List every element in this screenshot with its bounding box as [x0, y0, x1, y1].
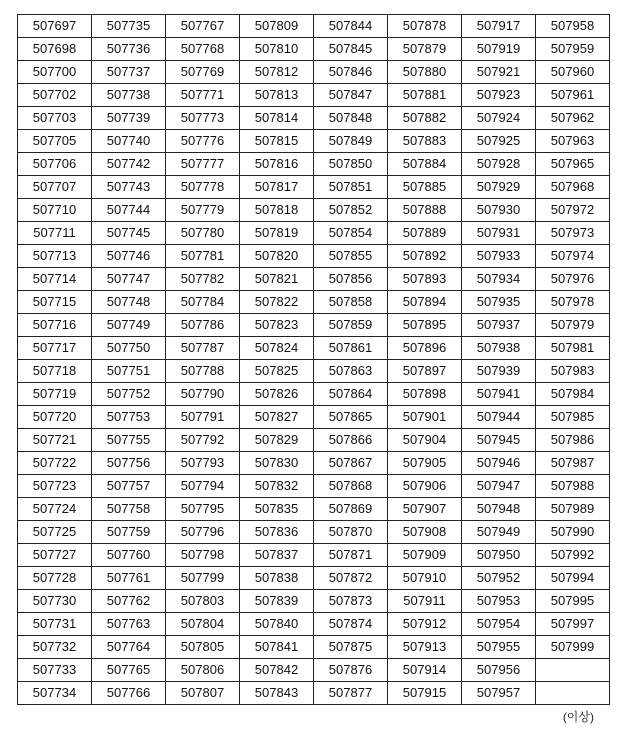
table-row	[18, 153, 610, 176]
table-cell: 507839	[240, 590, 314, 613]
table-cell: 507935	[462, 291, 536, 314]
table-cell: 507955	[462, 636, 536, 659]
table-cell: 507934	[462, 268, 536, 291]
table-cell: 507937	[462, 314, 536, 337]
table-cell: 507826	[240, 383, 314, 406]
table-row	[18, 613, 610, 636]
table-cell: 507842	[240, 659, 314, 682]
table-cell: 507867	[314, 452, 388, 475]
table-cell: 507716	[18, 314, 92, 337]
table-cell: 507807	[166, 682, 240, 705]
table-cell: 507989	[536, 498, 610, 521]
table-cell: 507965	[536, 153, 610, 176]
table-cell: 507914	[388, 659, 462, 682]
table-cell: 507803	[166, 590, 240, 613]
table-cell: 507905	[388, 452, 462, 475]
table-cell: 507915	[388, 682, 462, 705]
table-cell: 507730	[18, 590, 92, 613]
table-cell: 507814	[240, 107, 314, 130]
table-cell: 507847	[314, 84, 388, 107]
table-cell: 507976	[536, 268, 610, 291]
table-cell: 507715	[18, 291, 92, 314]
table-row	[18, 682, 610, 705]
table-row	[18, 199, 610, 222]
table-cell: 507737	[92, 61, 166, 84]
table-cell: 507698	[18, 38, 92, 61]
table-row	[18, 291, 610, 314]
table-cell: 507974	[536, 245, 610, 268]
table-cell: 507723	[18, 475, 92, 498]
table-cell: 507882	[388, 107, 462, 130]
table-cell: 507872	[314, 567, 388, 590]
table-cell: 507871	[314, 544, 388, 567]
table-cell: 507884	[388, 153, 462, 176]
table-cell: 507762	[92, 590, 166, 613]
table-cell: 507885	[388, 176, 462, 199]
table-cell: 507703	[18, 107, 92, 130]
table-cell: 507865	[314, 406, 388, 429]
table-row	[18, 636, 610, 659]
table-cell: 507840	[240, 613, 314, 636]
table-cell: 507791	[166, 406, 240, 429]
table-cell: 507923	[462, 84, 536, 107]
table-cell: 507792	[166, 429, 240, 452]
table-cell: 507739	[92, 107, 166, 130]
table-cell: 507778	[166, 176, 240, 199]
table-cell: 507825	[240, 360, 314, 383]
table-cell: 507809	[240, 15, 314, 38]
table-cell: 507764	[92, 636, 166, 659]
table-cell: 507707	[18, 176, 92, 199]
table-cell: 507731	[18, 613, 92, 636]
table-cell: 507824	[240, 337, 314, 360]
table-cell: 507999	[536, 636, 610, 659]
table-cell: 507758	[92, 498, 166, 521]
table-cell: 507901	[388, 406, 462, 429]
table-row	[18, 15, 610, 38]
table-cell: 507760	[92, 544, 166, 567]
table-cell: 507909	[388, 544, 462, 567]
table-cell: 507827	[240, 406, 314, 429]
table-cell: 507959	[536, 38, 610, 61]
table-cell: 507796	[166, 521, 240, 544]
table-cell: 507929	[462, 176, 536, 199]
table-cell: 507794	[166, 475, 240, 498]
table-cell: 507759	[92, 521, 166, 544]
table-cell: 507988	[536, 475, 610, 498]
table-cell: 507795	[166, 498, 240, 521]
table-cell: 507930	[462, 199, 536, 222]
table-cell: 507921	[462, 61, 536, 84]
table-cell: 507752	[92, 383, 166, 406]
table-cell: 507910	[388, 567, 462, 590]
table-row	[18, 61, 610, 84]
table-cell	[536, 659, 610, 682]
table-row	[18, 107, 610, 130]
table-cell: 507740	[92, 130, 166, 153]
table-cell: 507702	[18, 84, 92, 107]
table-cell: 507705	[18, 130, 92, 153]
table-cell: 507748	[92, 291, 166, 314]
table-cell: 507881	[388, 84, 462, 107]
table-cell: 507835	[240, 498, 314, 521]
table-row	[18, 245, 610, 268]
table-cell: 507745	[92, 222, 166, 245]
table-cell: 507849	[314, 130, 388, 153]
table-cell: 507804	[166, 613, 240, 636]
table-cell: 507845	[314, 38, 388, 61]
table-cell: 507952	[462, 567, 536, 590]
table-cell: 507948	[462, 498, 536, 521]
table-cell: 507830	[240, 452, 314, 475]
table-cell: 507727	[18, 544, 92, 567]
table-cell: 507850	[314, 153, 388, 176]
table-row	[18, 498, 610, 521]
table-cell: 507837	[240, 544, 314, 567]
table-cell: 507919	[462, 38, 536, 61]
table-cell: 507883	[388, 130, 462, 153]
table-cell: 507893	[388, 268, 462, 291]
table-cell: 507722	[18, 452, 92, 475]
table-cell: 507990	[536, 521, 610, 544]
table-cell: 507869	[314, 498, 388, 521]
table-cell: 507978	[536, 291, 610, 314]
table-row	[18, 38, 610, 61]
table-cell: 507742	[92, 153, 166, 176]
table-cell: 507733	[18, 659, 92, 682]
table-cell: 507700	[18, 61, 92, 84]
table-cell: 507738	[92, 84, 166, 107]
table-cell: 507817	[240, 176, 314, 199]
table-row	[18, 429, 610, 452]
table-cell: 507744	[92, 199, 166, 222]
table-cell: 507763	[92, 613, 166, 636]
table-cell: 507761	[92, 567, 166, 590]
table-cell: 507928	[462, 153, 536, 176]
table-cell: 507710	[18, 199, 92, 222]
end-note: (이상)	[562, 710, 594, 724]
table-cell: 507908	[388, 521, 462, 544]
table-cell: 507858	[314, 291, 388, 314]
table-row	[18, 337, 610, 360]
table-cell: 507863	[314, 360, 388, 383]
table-cell: 507829	[240, 429, 314, 452]
table-cell: 507946	[462, 452, 536, 475]
table-cell: 507958	[536, 15, 610, 38]
table-cell: 507992	[536, 544, 610, 567]
table-cell: 507931	[462, 222, 536, 245]
table-cell: 507854	[314, 222, 388, 245]
table-cell: 507844	[314, 15, 388, 38]
table-row	[18, 176, 610, 199]
table-cell: 507876	[314, 659, 388, 682]
table-cell: 507787	[166, 337, 240, 360]
table-cell: 507985	[536, 406, 610, 429]
table-cell: 507815	[240, 130, 314, 153]
table-cell: 507995	[536, 590, 610, 613]
table-cell: 507947	[462, 475, 536, 498]
table-cell: 507818	[240, 199, 314, 222]
table-cell: 507956	[462, 659, 536, 682]
table-cell: 507861	[314, 337, 388, 360]
table-cell: 507823	[240, 314, 314, 337]
table-cell: 507889	[388, 222, 462, 245]
table-cell: 507776	[166, 130, 240, 153]
table-cell: 507749	[92, 314, 166, 337]
table-cell: 507713	[18, 245, 92, 268]
table-cell: 507813	[240, 84, 314, 107]
table-cell: 507812	[240, 61, 314, 84]
table-cell: 507781	[166, 245, 240, 268]
table-cell: 507907	[388, 498, 462, 521]
table-cell: 507717	[18, 337, 92, 360]
table-cell: 507868	[314, 475, 388, 498]
table-cell: 507981	[536, 337, 610, 360]
table-cell: 507906	[388, 475, 462, 498]
table-cell: 507769	[166, 61, 240, 84]
table-cell: 507786	[166, 314, 240, 337]
table-cell: 507939	[462, 360, 536, 383]
table-cell: 507894	[388, 291, 462, 314]
table-cell: 507877	[314, 682, 388, 705]
table-cell: 507757	[92, 475, 166, 498]
table-cell: 507983	[536, 360, 610, 383]
table-row	[18, 567, 610, 590]
table-cell: 507880	[388, 61, 462, 84]
table-row	[18, 130, 610, 153]
table-cell: 507766	[92, 682, 166, 705]
table-cell: 507790	[166, 383, 240, 406]
table-cell: 507720	[18, 406, 92, 429]
table-row	[18, 521, 610, 544]
table-cell: 507843	[240, 682, 314, 705]
table-cell: 507911	[388, 590, 462, 613]
table-cell: 507711	[18, 222, 92, 245]
table-cell: 507997	[536, 613, 610, 636]
table-row	[18, 222, 610, 245]
table-cell: 507994	[536, 567, 610, 590]
table-cell: 507697	[18, 15, 92, 38]
table-cell: 507960	[536, 61, 610, 84]
table-cell: 507855	[314, 245, 388, 268]
table-cell: 507767	[166, 15, 240, 38]
table-cell: 507805	[166, 636, 240, 659]
table-cell: 507933	[462, 245, 536, 268]
table-cell: 507793	[166, 452, 240, 475]
table-cell: 507904	[388, 429, 462, 452]
table-cell: 507721	[18, 429, 92, 452]
table-cell: 507954	[462, 613, 536, 636]
table-cell: 507957	[462, 682, 536, 705]
table-row	[18, 452, 610, 475]
table-cell: 507846	[314, 61, 388, 84]
table-cell: 507859	[314, 314, 388, 337]
table-cell: 507898	[388, 383, 462, 406]
table-cell: 507779	[166, 199, 240, 222]
table-cell: 507773	[166, 107, 240, 130]
table-cell: 507765	[92, 659, 166, 682]
table-cell: 507810	[240, 38, 314, 61]
table-row	[18, 590, 610, 613]
table-row	[18, 406, 610, 429]
table-cell	[536, 682, 610, 705]
table-cell: 507820	[240, 245, 314, 268]
table-cell: 507856	[314, 268, 388, 291]
table-cell: 507987	[536, 452, 610, 475]
table-cell: 507950	[462, 544, 536, 567]
table-cell: 507864	[314, 383, 388, 406]
table-cell: 507897	[388, 360, 462, 383]
table-cell: 507852	[314, 199, 388, 222]
table-cell: 507986	[536, 429, 610, 452]
table-cell: 507735	[92, 15, 166, 38]
table-cell: 507750	[92, 337, 166, 360]
table-row	[18, 360, 610, 383]
table-cell: 507799	[166, 567, 240, 590]
table-cell: 507896	[388, 337, 462, 360]
table-cell: 507743	[92, 176, 166, 199]
table-cell: 507755	[92, 429, 166, 452]
table-cell: 507944	[462, 406, 536, 429]
table-cell: 507734	[18, 682, 92, 705]
table-cell: 507875	[314, 636, 388, 659]
number-table	[17, 14, 610, 705]
table-cell: 507945	[462, 429, 536, 452]
table-cell: 507851	[314, 176, 388, 199]
table-cell: 507961	[536, 84, 610, 107]
table-cell: 507747	[92, 268, 166, 291]
table-cell: 507888	[388, 199, 462, 222]
table-cell: 507892	[388, 245, 462, 268]
table-cell: 507771	[166, 84, 240, 107]
table-cell: 507874	[314, 613, 388, 636]
table-cell: 507725	[18, 521, 92, 544]
table-cell: 507984	[536, 383, 610, 406]
table-row	[18, 383, 610, 406]
table-cell: 507777	[166, 153, 240, 176]
table-cell: 507870	[314, 521, 388, 544]
table-cell: 507917	[462, 15, 536, 38]
table-cell: 507963	[536, 130, 610, 153]
table-cell: 507784	[166, 291, 240, 314]
table-cell: 507836	[240, 521, 314, 544]
table-cell: 507724	[18, 498, 92, 521]
table-cell: 507941	[462, 383, 536, 406]
table-cell: 507816	[240, 153, 314, 176]
table-cell: 507878	[388, 15, 462, 38]
table-cell: 507782	[166, 268, 240, 291]
table-cell: 507973	[536, 222, 610, 245]
table-cell: 507746	[92, 245, 166, 268]
table-cell: 507953	[462, 590, 536, 613]
table-cell: 507732	[18, 636, 92, 659]
table-cell: 507873	[314, 590, 388, 613]
table-cell: 507753	[92, 406, 166, 429]
table-cell: 507848	[314, 107, 388, 130]
table-row	[18, 84, 610, 107]
table-cell: 507714	[18, 268, 92, 291]
table-cell: 507719	[18, 383, 92, 406]
table-cell: 507821	[240, 268, 314, 291]
table-cell: 507751	[92, 360, 166, 383]
table-cell: 507706	[18, 153, 92, 176]
table-cell: 507798	[166, 544, 240, 567]
table-row	[18, 544, 610, 567]
table-cell: 507841	[240, 636, 314, 659]
table-cell: 507788	[166, 360, 240, 383]
table-cell: 507866	[314, 429, 388, 452]
table-cell: 507822	[240, 291, 314, 314]
table-cell: 507819	[240, 222, 314, 245]
table-cell: 507806	[166, 659, 240, 682]
table-cell: 507962	[536, 107, 610, 130]
table-cell: 507832	[240, 475, 314, 498]
table-cell: 507768	[166, 38, 240, 61]
table-cell: 507938	[462, 337, 536, 360]
table-cell: 507924	[462, 107, 536, 130]
table-row	[18, 268, 610, 291]
table-cell: 507895	[388, 314, 462, 337]
table-cell: 507838	[240, 567, 314, 590]
table-row	[18, 314, 610, 337]
table-cell: 507780	[166, 222, 240, 245]
table-row	[18, 475, 610, 498]
table-cell: 507736	[92, 38, 166, 61]
table-cell: 507912	[388, 613, 462, 636]
table-cell: 507949	[462, 521, 536, 544]
table-row	[18, 659, 610, 682]
table-cell: 507972	[536, 199, 610, 222]
table-cell: 507718	[18, 360, 92, 383]
table-cell: 507728	[18, 567, 92, 590]
table-cell: 507756	[92, 452, 166, 475]
table-cell: 507879	[388, 38, 462, 61]
table-cell: 507979	[536, 314, 610, 337]
table-cell: 507913	[388, 636, 462, 659]
table-cell: 507968	[536, 176, 610, 199]
table-cell: 507925	[462, 130, 536, 153]
